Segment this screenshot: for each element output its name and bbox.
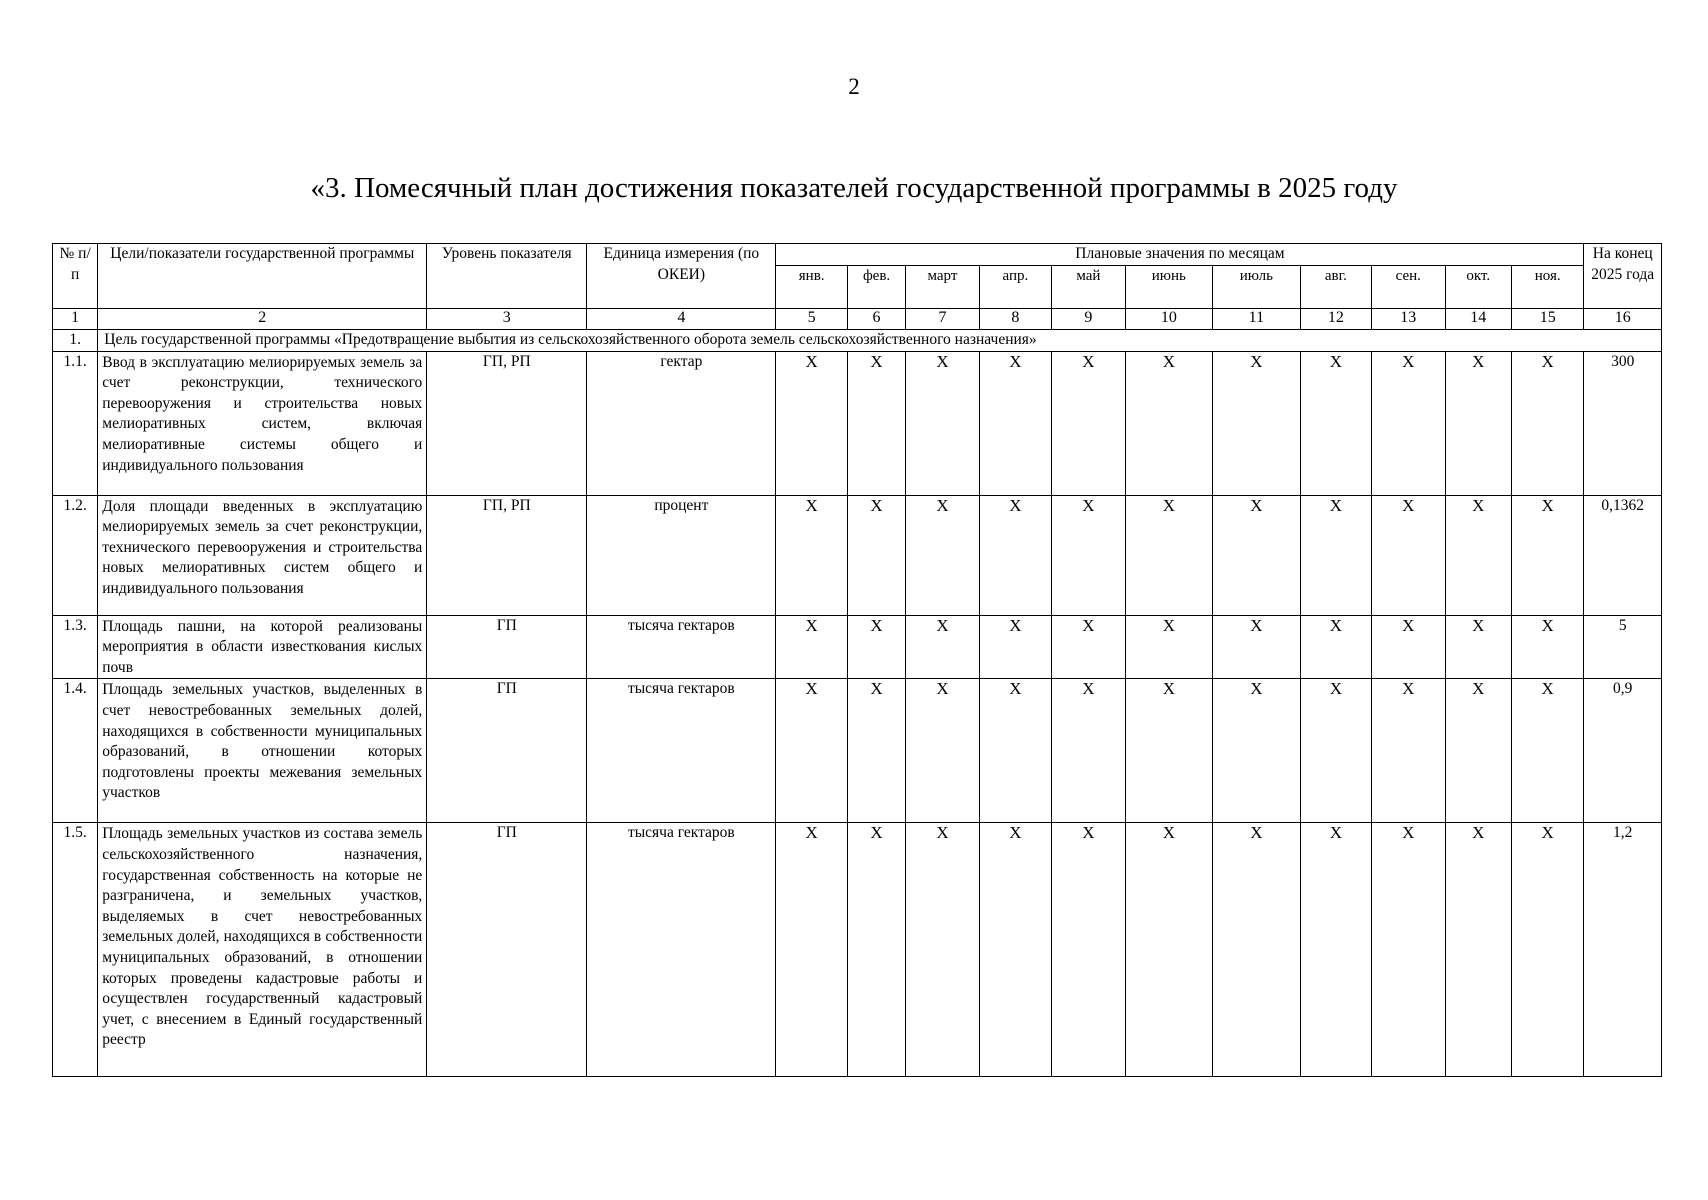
month-value: X bbox=[1445, 615, 1511, 679]
indicator-level: ГП bbox=[427, 679, 587, 823]
column-numbers-row bbox=[53, 309, 1662, 330]
month-value: X bbox=[1213, 615, 1301, 679]
header-month: окт. bbox=[1445, 266, 1511, 309]
header-month: фев. bbox=[847, 266, 905, 309]
month-value: X bbox=[906, 351, 979, 495]
month-value: X bbox=[1511, 679, 1584, 823]
indicator-row bbox=[53, 615, 1662, 679]
header-month: март bbox=[906, 266, 979, 309]
month-value: X bbox=[1125, 495, 1213, 615]
indicator-level: ГП bbox=[427, 823, 587, 1077]
month-value: X bbox=[1300, 495, 1371, 615]
month-value: X bbox=[1300, 615, 1371, 679]
goal-num: 1. bbox=[53, 330, 98, 352]
month-value: X bbox=[847, 823, 905, 1077]
column-number: 4 bbox=[587, 309, 776, 330]
end-of-year-value: 300 bbox=[1584, 351, 1662, 495]
goal-row bbox=[53, 330, 1662, 352]
month-value: X bbox=[1511, 495, 1584, 615]
month-value: X bbox=[1511, 823, 1584, 1077]
row-num: 1.2. bbox=[53, 495, 98, 615]
month-value: X bbox=[1052, 495, 1125, 615]
month-value: X bbox=[1372, 823, 1445, 1077]
row-num: 1.5. bbox=[53, 823, 98, 1077]
indicator-level: ГП, РП bbox=[427, 495, 587, 615]
header-row bbox=[53, 244, 1662, 266]
end-of-year-value: 0,9 bbox=[1584, 679, 1662, 823]
column-number: 9 bbox=[1052, 309, 1125, 330]
month-value: X bbox=[1213, 679, 1301, 823]
indicator-row bbox=[53, 351, 1662, 495]
indicator-unit: тысяча гектаров bbox=[587, 615, 776, 679]
column-number: 3 bbox=[427, 309, 587, 330]
column-number: 5 bbox=[776, 309, 847, 330]
column-number: 10 bbox=[1125, 309, 1213, 330]
month-value: X bbox=[1052, 615, 1125, 679]
row-num: 1.4. bbox=[53, 679, 98, 823]
month-value: X bbox=[1125, 615, 1213, 679]
row-num: 1.3. bbox=[53, 615, 98, 679]
indicator-text: Площадь земельных участков, выделенных в счет невостребованных земельных долей, находящихся в собственности муниципальных образований, в отношении которых подготовлены проекты межевания земельных участков bbox=[98, 679, 427, 823]
indicator-row bbox=[53, 823, 1662, 1077]
indicator-unit: тысяча гектаров bbox=[587, 823, 776, 1077]
indicator-text: Площадь пашни, на которой реализованы мероприятия в области известкования кислых почв bbox=[98, 615, 427, 679]
indicator-level: ГП, РП bbox=[427, 351, 587, 495]
header-month: сен. bbox=[1372, 266, 1445, 309]
header-unit: Единица измерения (по ОКЕИ) bbox=[587, 244, 776, 309]
header-indicator: Цели/показатели государственной программы bbox=[98, 244, 427, 309]
column-number: 7 bbox=[906, 309, 979, 330]
month-value: X bbox=[776, 615, 847, 679]
month-value: X bbox=[1300, 679, 1371, 823]
indicator-unit: гектар bbox=[587, 351, 776, 495]
month-value: X bbox=[979, 351, 1051, 495]
month-value: X bbox=[776, 351, 847, 495]
month-value: X bbox=[1372, 679, 1445, 823]
header-month: янв. bbox=[776, 266, 847, 309]
month-value: X bbox=[906, 679, 979, 823]
column-number: 2 bbox=[98, 309, 427, 330]
month-value: X bbox=[1125, 679, 1213, 823]
indicator-text: Ввод в эксплуатацию мелиорируемых земель за счет реконструкции, технического перевооружения и строительства новых мелиоративных систем, включая мелиоративные системы общего и индивидуального пользования bbox=[98, 351, 427, 495]
end-of-year-value: 0,1362 bbox=[1584, 495, 1662, 615]
month-value: X bbox=[847, 679, 905, 823]
indicator-text: Площадь земельных участков из состава земель сельскохозяйственного назначения, государственная собственность на которые не разграничена, и земельных участков, выделяемых в счет невостребованных земельных долей, находящихся в собственности муниципальных образований, в отношении которых проведены кадастровые работы и осуществлен государственный кадастровый учет, с внесением в Единый государственный реестр bbox=[98, 823, 427, 1077]
month-value: X bbox=[906, 615, 979, 679]
column-number: 12 bbox=[1300, 309, 1371, 330]
header-end-of-year: На конец 2025 года bbox=[1584, 244, 1662, 309]
month-value: X bbox=[1445, 495, 1511, 615]
indicator-unit: процент bbox=[587, 495, 776, 615]
month-value: X bbox=[1125, 823, 1213, 1077]
header-plan-group: Плановые значения по месяцам bbox=[776, 244, 1584, 266]
header-month: июль bbox=[1213, 266, 1301, 309]
month-value: X bbox=[776, 495, 847, 615]
end-of-year-value: 5 bbox=[1584, 615, 1662, 679]
month-value: X bbox=[1445, 823, 1511, 1077]
month-value: X bbox=[1300, 823, 1371, 1077]
header-month: авг. bbox=[1300, 266, 1371, 309]
header-month: июнь bbox=[1125, 266, 1213, 309]
header-month: май bbox=[1052, 266, 1125, 309]
end-of-year-value: 1,2 bbox=[1584, 823, 1662, 1077]
indicator-level: ГП bbox=[427, 615, 587, 679]
month-value: X bbox=[847, 495, 905, 615]
month-value: X bbox=[1511, 615, 1584, 679]
month-value: X bbox=[847, 351, 905, 495]
row-num: 1.1. bbox=[53, 351, 98, 495]
month-value: X bbox=[1372, 351, 1445, 495]
month-value: X bbox=[1052, 679, 1125, 823]
month-value: X bbox=[1213, 495, 1301, 615]
column-number: 16 bbox=[1584, 309, 1662, 330]
column-number: 13 bbox=[1372, 309, 1445, 330]
month-value: X bbox=[979, 679, 1051, 823]
month-value: X bbox=[906, 495, 979, 615]
month-value: X bbox=[776, 823, 847, 1077]
month-value: X bbox=[1511, 351, 1584, 495]
month-value: X bbox=[979, 823, 1051, 1077]
month-value: X bbox=[979, 615, 1051, 679]
column-number: 15 bbox=[1511, 309, 1584, 330]
month-value: X bbox=[906, 823, 979, 1077]
column-number: 14 bbox=[1445, 309, 1511, 330]
month-value: X bbox=[847, 615, 905, 679]
month-value: X bbox=[1445, 679, 1511, 823]
month-value: X bbox=[1445, 351, 1511, 495]
column-number: 11 bbox=[1213, 309, 1301, 330]
month-value: X bbox=[1052, 351, 1125, 495]
month-value: X bbox=[776, 679, 847, 823]
month-value: X bbox=[1372, 495, 1445, 615]
indicator-unit: тысяча гектаров bbox=[587, 679, 776, 823]
page-number: 2 bbox=[848, 74, 860, 99]
month-value: X bbox=[1213, 351, 1301, 495]
month-value: X bbox=[979, 495, 1051, 615]
header-level: Уровень показателя bbox=[427, 244, 587, 309]
month-value: X bbox=[1052, 823, 1125, 1077]
goal-text: Цель государственной программы «Предотвращение выбытия из сельскохозяйственного оборота земель сельскохозяйственного назначения» bbox=[98, 330, 1662, 352]
indicator-row bbox=[53, 679, 1662, 823]
column-number: 1 bbox=[53, 309, 98, 330]
month-value: X bbox=[1300, 351, 1371, 495]
header-num: № п/п bbox=[53, 244, 98, 309]
document-title: «3. Помесячный план достижения показателей государственной программы в 2025 году bbox=[310, 172, 1398, 204]
month-value: X bbox=[1213, 823, 1301, 1077]
indicator-row bbox=[53, 495, 1662, 615]
header-month: апр. bbox=[979, 266, 1051, 309]
column-number: 6 bbox=[847, 309, 905, 330]
column-number: 8 bbox=[979, 309, 1051, 330]
month-value: X bbox=[1125, 351, 1213, 495]
monthly-plan-table bbox=[52, 243, 1662, 1077]
header-month: ноя. bbox=[1511, 266, 1584, 309]
indicator-text: Доля площади введенных в эксплуатацию мелиорируемых земель за счет реконструкции, технического перевооружения и строительства новых мелиоративных систем общего и индивидуального пользования bbox=[98, 495, 427, 615]
month-value: X bbox=[1372, 615, 1445, 679]
